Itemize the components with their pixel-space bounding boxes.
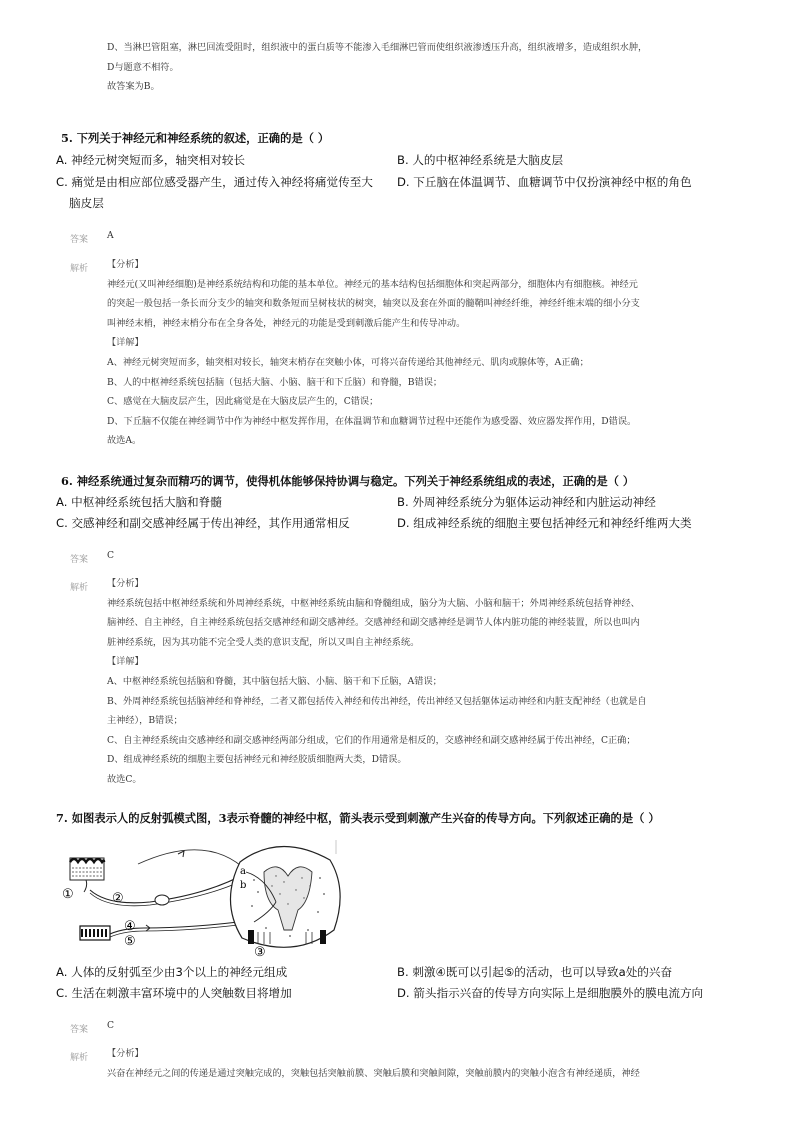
q5-answer: A: [107, 230, 114, 241]
q7-option-b[interactable]: B. 刺激④既可以引起⑤的活动，也可以导致a处的兴奋: [397, 965, 673, 979]
q6-option-d[interactable]: D. 组成神经系统的细胞主要包括神经元和神经纤维两大类: [397, 516, 692, 530]
q5-option-b[interactable]: B. 人的中枢神经系统是大脑皮层: [397, 153, 564, 167]
text-line: A、中枢神经系统包括脑和脊髓，其中脑包括大脑、小脑、脑干和下丘脑，A错误；: [107, 675, 442, 687]
xiangjie-heading: 【详解】: [107, 656, 144, 668]
text-line: 故选A。: [107, 435, 142, 447]
q6-option-c[interactable]: C. 交感神经和副交感神经属于传出神经，其作用通常相反: [56, 516, 350, 530]
q5-option-c[interactable]: C. 痛觉是由相应部位感受器产生，通过传入神经将痛觉传至大: [56, 175, 373, 189]
text-line: 故答案为B。: [107, 81, 160, 93]
q5-analysis-label: 解析: [70, 264, 89, 274]
text-line: 主神经），B错误；: [107, 715, 183, 727]
q6-analysis-label: 解析: [70, 583, 89, 593]
text-line: D与题意不相符。: [107, 61, 179, 73]
text-line: C、感觉在大脑皮层产生，因此痛觉是在大脑皮层产生的，C错误；: [107, 396, 379, 408]
text-line: C、自主神经系统由交感神经和副交感神经两部分组成，它们的作用通常是相反的，交感神经和副交感神经属于传出神经，C正确；: [107, 734, 636, 746]
q5-stem: 5. 下列关于神经元和神经系统的叙述，正确的是（ ）: [61, 131, 330, 145]
text-line: D、下丘脑不仅能在神经调节中作为神经中枢发挥作用，在体温调节和血糖调节过程中还能作为感受器、效应器发挥作用，D错误。: [107, 415, 637, 427]
label-5: ⑤: [124, 934, 136, 949]
q7-answer: C: [107, 1020, 115, 1031]
text-line: 脏神经系统，因为其功能不完全受人类的意识支配，所以又叫自主神经系统。: [107, 636, 420, 648]
label-b: b: [240, 880, 247, 891]
label-1: ①: [62, 887, 74, 902]
fenxi-heading: 【分析】: [107, 259, 144, 270]
label-2: ②: [112, 891, 124, 906]
q6-option-b[interactable]: B. 外周神经系统分为躯体运动神经和内脏运动神经: [397, 495, 656, 509]
text-line: 神经系统包括中枢神经系统和外周神经系统，中枢神经系统由脑和脊髓组成，脑分为大脑、小脑和脑干；外周神经系统包括脊神经、: [107, 597, 640, 609]
text-line: A、神经元树突短而多，轴突相对较长，轴突末梢存在突触小体，可将兴奋传递给其他神经元、肌肉或腺体等，A正确；: [107, 356, 589, 368]
xiangjie-heading: 【详解】: [107, 337, 144, 349]
q6-answer-label: 答案: [70, 555, 89, 565]
q6-analysis: [107, 574, 727, 790]
q7-analysis-label: 解析: [70, 1053, 89, 1063]
text-line: D、组成神经系统的细胞主要包括神经元和神经胶质细胞两大类，D错误。: [107, 754, 407, 766]
q7-stem: 7. 如图表示人的反射弧模式图，3表示脊髓的神经中枢，箭头表示受到刺激产生兴奋的传导方向。下列叙述正确的是（ ）: [56, 811, 660, 825]
q5-option-c-cont: 脑皮层: [69, 196, 104, 210]
text-line: D、当淋巴管阻塞，淋巴回流受阻时，组织液中的蛋白质等不能渗入毛细淋巴管而使组织液渗透压升高，组织液增多，造成组织水肿，: [107, 42, 648, 53]
q5-analysis: [107, 255, 727, 451]
q7-option-a[interactable]: A. 人体的反射弧至少由3个以上的神经元组成: [56, 965, 288, 979]
q6-answer: C: [107, 550, 115, 561]
q6-option-a[interactable]: A. 中枢神经系统包括大脑和脊髓: [56, 495, 222, 509]
text-line: 神经元(又叫神经细胞)是神经系统结构和功能的基本单位。神经元的基本结构包括细胞体和突起两部分，细胞体内有细胞核。神经元: [107, 278, 638, 290]
q7-option-c[interactable]: C. 生活在刺激丰富环境中的人突触数目将增加: [56, 986, 292, 1000]
q5-answer-label: 答案: [70, 235, 89, 245]
receptor-skin: [70, 858, 104, 892]
fenxi-heading: 【分析】: [107, 578, 144, 589]
label-4: ④: [124, 919, 136, 934]
reflex-arc-figure: [58, 832, 348, 960]
label-3: ③: [254, 945, 266, 960]
spinal-cord: [230, 846, 340, 947]
q7-answer-label: 答案: [70, 1025, 89, 1035]
fenxi-heading: 【分析】: [107, 1048, 144, 1059]
q6-stem: 6. 神经系统通过复杂而精巧的调节，使得机体能够保持协调与稳定。下列关于神经系统组成的表述，正确的是（ ）: [61, 474, 635, 488]
text-line: 故选C。: [107, 773, 142, 785]
effector-muscle: [80, 926, 110, 940]
text-line: 叫神经末梢，神经末梢分布在全身各处，神经元的功能是受到刺激后能产生和传导冲动。: [107, 317, 466, 329]
text-line: 的突起一般包括一条长而分支少的轴突和数条短而呈树枝状的树突，轴突以及套在外面的髓鞘叫神经纤维，神经纤维末端的细小分支: [107, 298, 640, 310]
q7-option-d[interactable]: D. 箭头指示兴奋的传导方向实际上是细胞膜外的膜电流方向: [397, 986, 704, 1000]
text-line: B、外周神经系统包括脑神经和脊神经，二者又都包括传入神经和传出神经，传出神经又包括躯体运动神经和内脏支配神经（也就是自: [107, 695, 647, 707]
q5-option-a[interactable]: A. 神经元树突短而多，轴突相对较长: [56, 153, 246, 167]
text-line: B、人的中枢神经系统包括脑（包括大脑、小脑、脑干和下丘脑）和脊髓，B错误；: [107, 376, 443, 388]
label-a: a: [240, 866, 246, 877]
text-line: 兴奋在神经元之间的传递是通过突触完成的，突触包括突触前膜、突触后膜和突触间隙，突触前膜内的突触小泡含有神经递质，神经: [107, 1067, 640, 1079]
prev-explanation: [107, 38, 727, 97]
text-line: 脑神经、自主神经，自主神经系统包括交感神经和副交感神经。交感神经和副交感神经是调节人体内脏功能的神经装置，所以也叫内: [107, 617, 640, 629]
q5-option-d[interactable]: D. 下丘脑在体温调节、血糖调节中仅扮演神经中枢的角色: [397, 175, 692, 189]
q7-analysis: [107, 1044, 727, 1083]
